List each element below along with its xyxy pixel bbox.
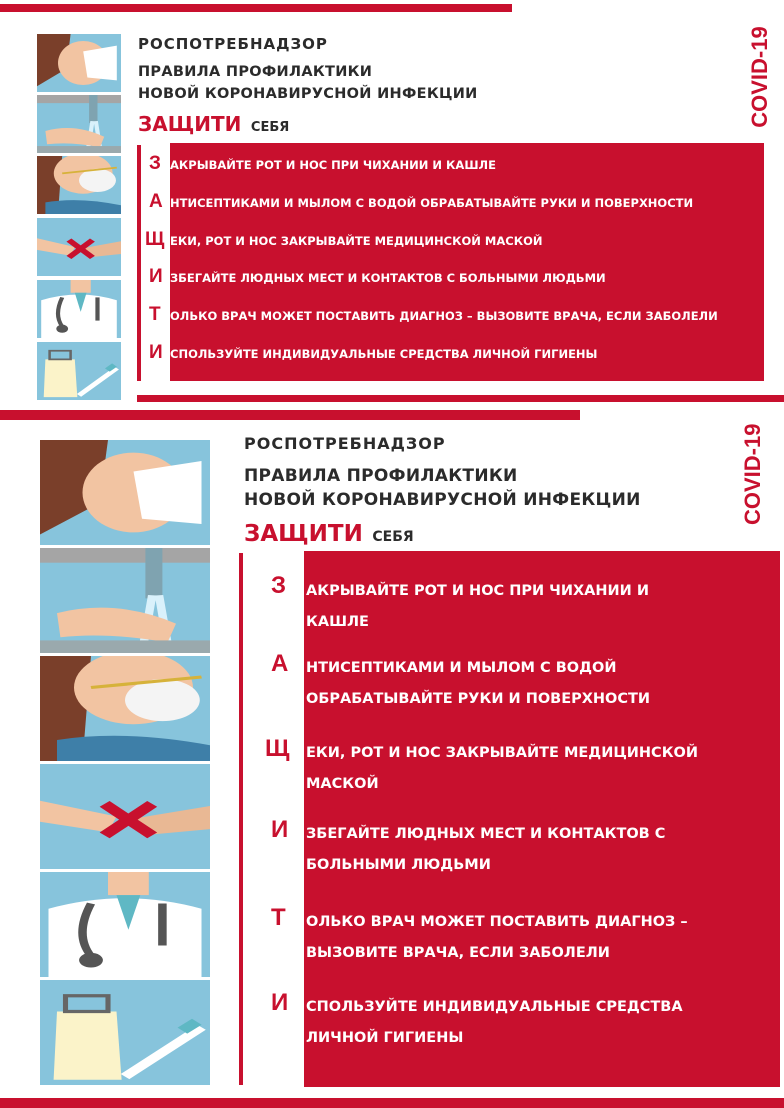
rules-vertical-line [239,553,243,1085]
no-handshake-icon [40,764,210,869]
protect-yourself-heading [244,521,414,547]
rule-letter: З [149,153,161,174]
rule-text: ОЛЬКО ВРАЧ МОЖЕТ ПОСТАВИТЬ ДИАГНОЗ – ВЫЗОВИТЕ ВРАЧА, ЕСЛИ ЗАБОЛЕЛИ [170,309,718,323]
doctor-icon [37,280,121,338]
rule-text: СПОЛЬЗУЙТЕ ИНДИВИДУАЛЬНЫЕ СРЕДСТВА ЛИЧНОЙ ГИГИЕНЫ [306,999,683,1046]
self-word: СЕБЯ [250,120,290,135]
bottom-red-bar [137,395,784,402]
rule-text: ЗБЕГАЙТЕ ЛЮДНЫХ МЕСТ И КОНТАКТОВ С БОЛЬНЫМИ ЛЮДЬМИ [170,271,606,285]
agency-title: РОСПОТРЕБНАДЗОР [244,434,446,453]
top-red-bar [0,4,512,12]
rule-text: НТИСЕПТИКАМИ И МЫЛОМ С ВОДОЙ ОБРАБАТЫВАЙТЕ РУКИ И ПОВЕРХНОСТИ [170,196,694,210]
rule-text: АКРЫВАЙТЕ РОТ И НОС ПРИ ЧИХАНИИ И КАШЛЕ [170,158,496,172]
sneeze-tissue-icon [40,440,210,545]
rule-letter: Щ [265,735,290,762]
title-line-1: ПРАВИЛА ПРОФИЛАКТИКИ [244,466,518,486]
poster-large [0,410,784,1108]
rule-text: ЗБЕГАЙТЕ ЛЮДНЫХ МЕСТ И КОНТАКТОВ С БОЛЬНЫМИ ЛЮДЬМИ [306,826,666,873]
rule-text: АКРЫВАЙТЕ РОТ И НОС ПРИ ЧИХАНИИ И КАШЛЕ [306,583,649,630]
rule-text: СПОЛЬЗУЙТЕ ИНДИВИДУАЛЬНЫЕ СРЕДСТВА ЛИЧНОЙ ГИГИЕНЫ [170,347,598,361]
title-line-2: НОВОЙ КОРОНАВИРУСНОЙ ИНФЕКЦИИ [138,86,478,102]
no-handshake-icon [37,218,121,276]
rule-letter: И [149,266,163,287]
face-mask-icon [37,156,121,214]
rule-letter: И [271,816,289,843]
rule-letter: З [271,572,287,599]
hand-washing-icon [40,548,210,653]
rule-text: ЕКИ, РОТ И НОС ЗАКРЫВАЙТЕ МЕДИЦИНСКОЙ МАСКОЙ [170,234,543,248]
face-mask-icon [40,656,210,761]
rule-letter: А [149,191,163,212]
self-word: СЕБЯ [372,529,414,545]
title-line-2: НОВОЙ КОРОНАВИРУСНОЙ ИНФЕКЦИИ [244,490,641,510]
rule-text: ОЛЬКО ВРАЧ МОЖЕТ ПОСТАВИТЬ ДИАГНОЗ – ВЫЗОВИТЕ ВРАЧА, ЕСЛИ ЗАБОЛЕЛИ [306,914,688,961]
hygiene-items-icon [37,342,121,400]
protect-word: ЗАЩИТИ [244,521,363,547]
rule-letter: А [271,650,289,677]
agency-title: РОСПОТРЕБНАДЗОР [138,35,328,53]
rules-vertical-line [137,145,141,381]
doctor-icon [40,872,210,977]
covid-badge: COVID-19 [740,423,765,525]
sneeze-tissue-icon [37,34,121,92]
rule-letter: Щ [145,229,165,250]
protect-yourself-heading [138,112,289,136]
hygiene-items-icon [40,980,210,1085]
rule-letter: И [149,342,163,363]
rule-text: НТИСЕПТИКАМИ И МЫЛОМ С ВОДОЙ ОБРАБАТЫВАЙТЕ РУКИ И ПОВЕРХНОСТИ [306,660,651,707]
top-red-bar [0,410,580,420]
protect-word: ЗАЩИТИ [138,112,242,136]
poster-small [0,0,784,410]
covid-badge: COVID-19 [747,26,772,128]
rule-text: ЕКИ, РОТ И НОС ЗАКРЫВАЙТЕ МЕДИЦИНСКОЙ МАСКОЙ [306,745,699,792]
rule-letter: И [271,989,289,1016]
rule-letter: Т [149,304,161,325]
bottom-red-bar [0,1098,784,1108]
rule-letter: Т [271,904,286,931]
rules-red-panel [170,143,764,381]
hand-washing-icon [37,95,121,153]
title-line-1: ПРАВИЛА ПРОФИЛАКТИКИ [138,64,373,80]
